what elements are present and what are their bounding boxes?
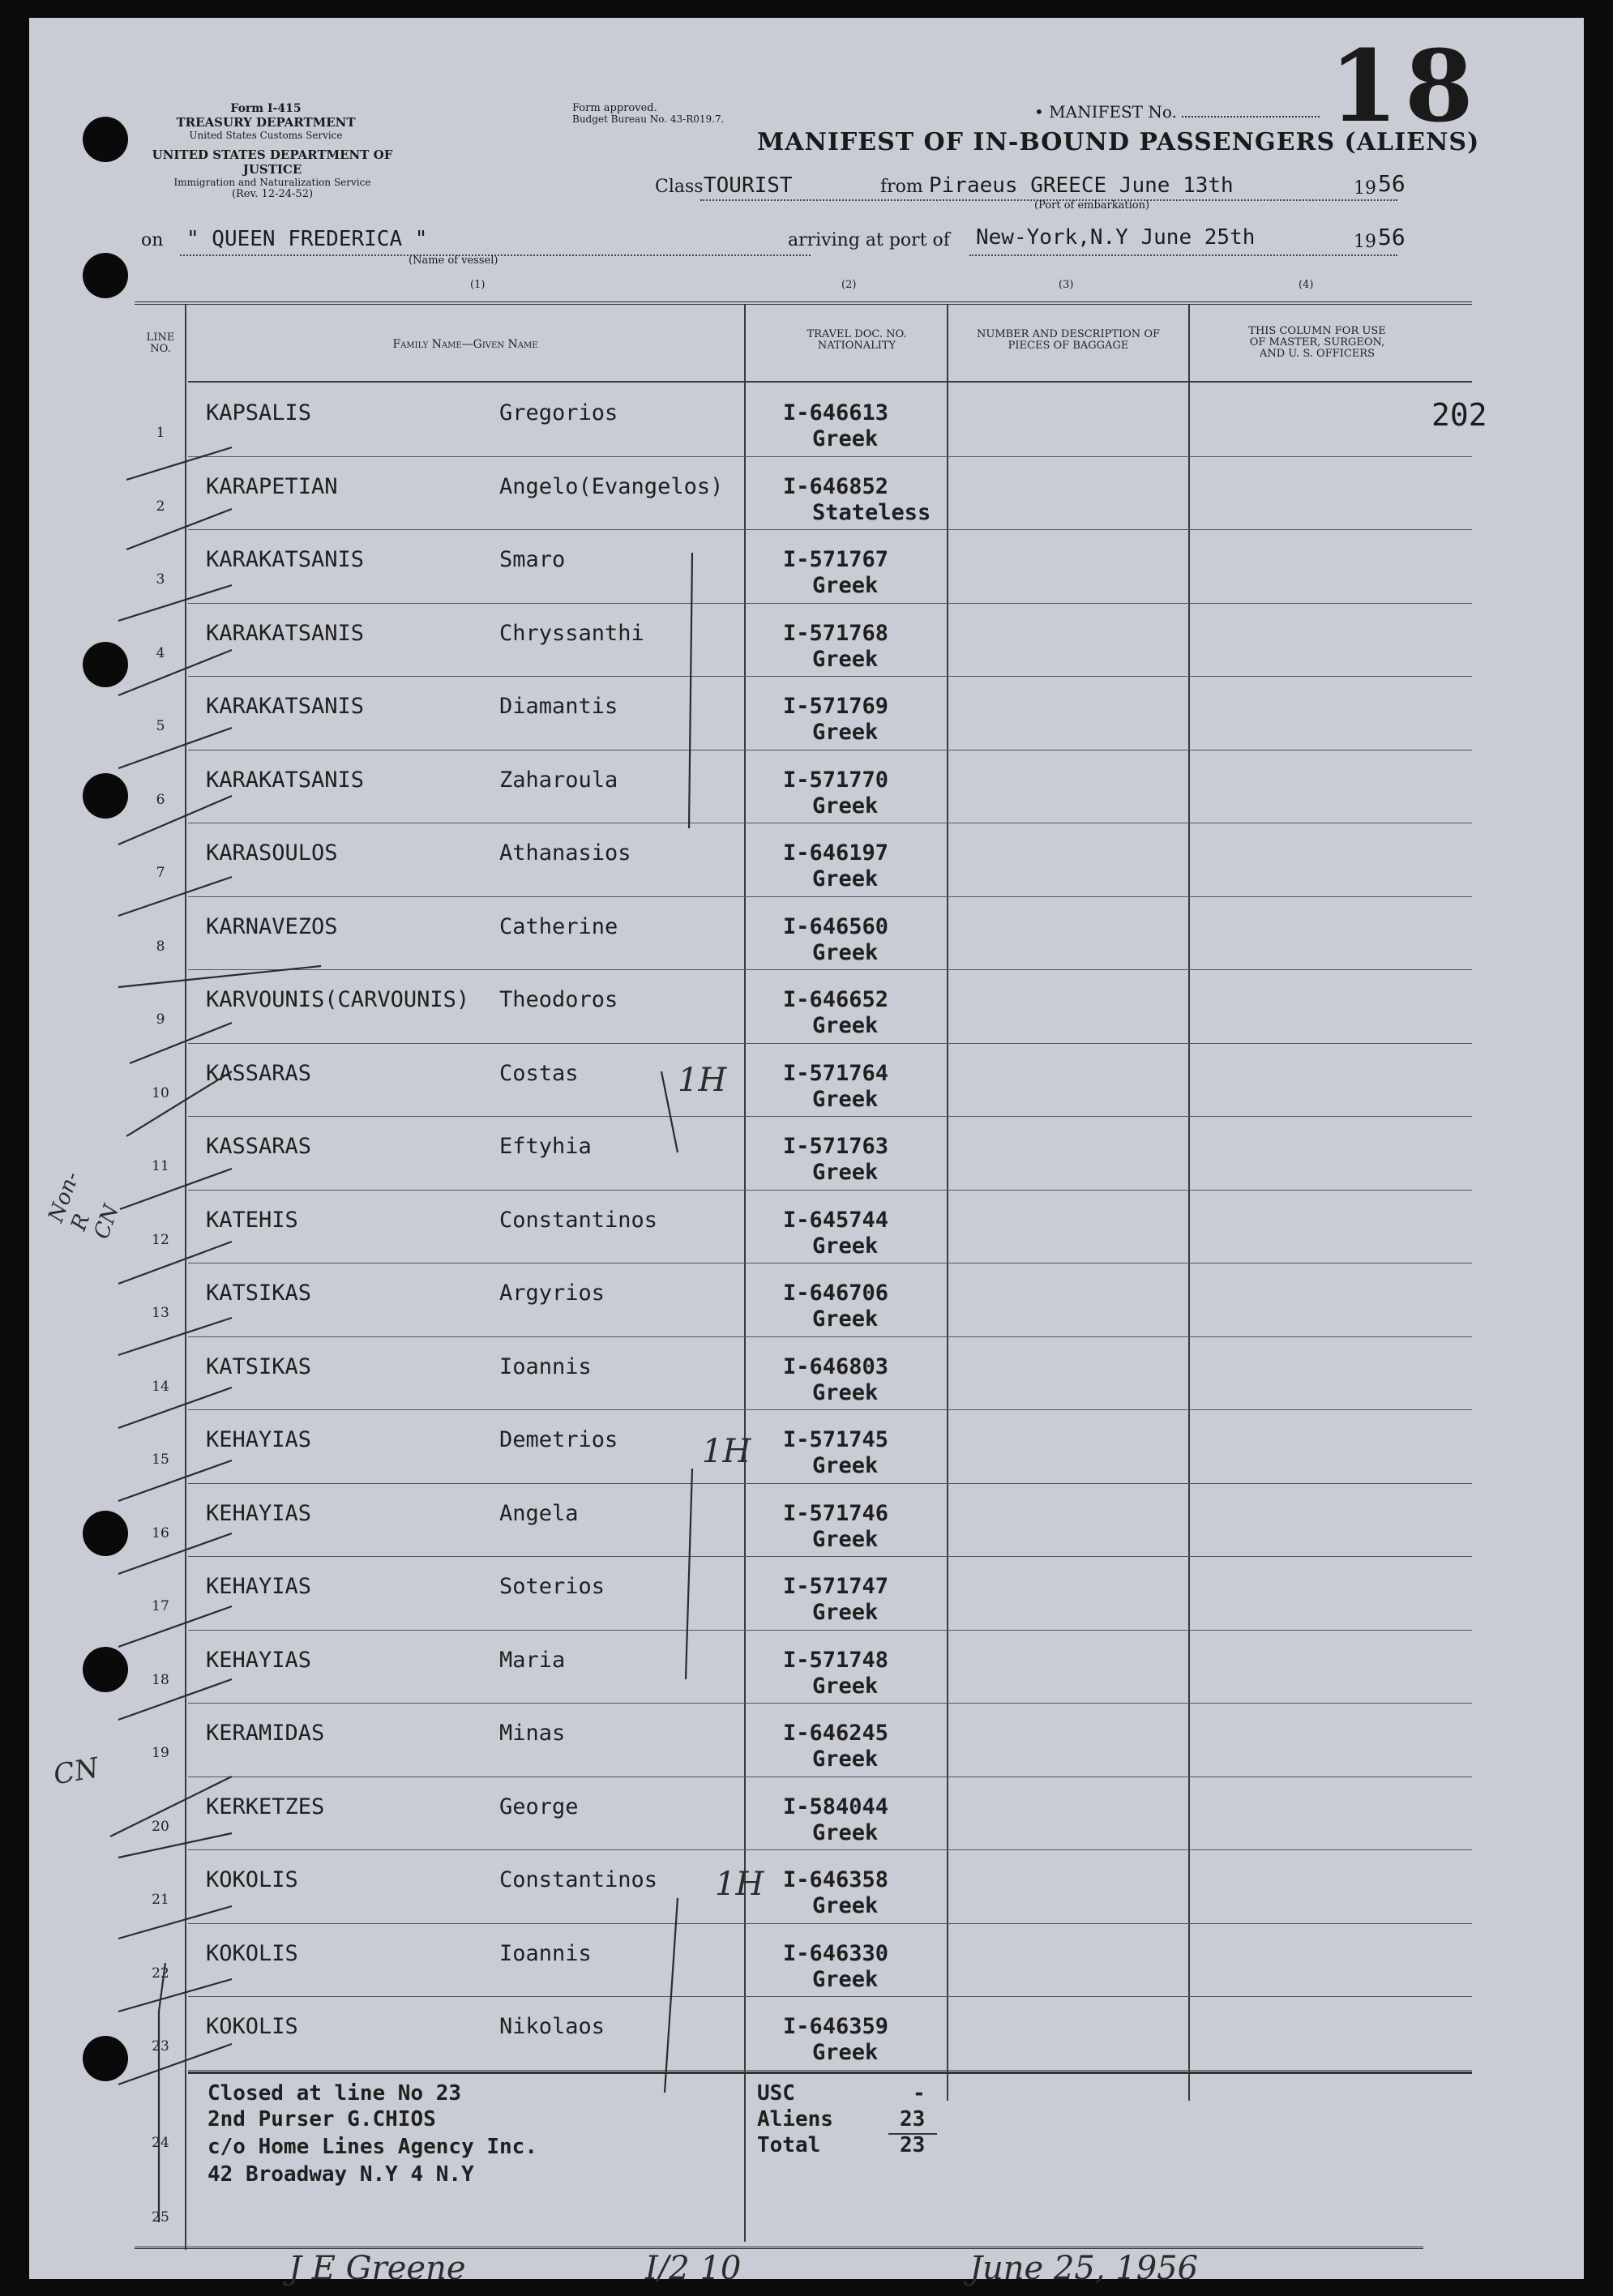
table-row-rule [188,1923,1472,1924]
punch-hole [83,117,128,162]
col-rule-name [744,305,746,2242]
nationality: Greek [812,2040,879,2065]
nationality: Stateless [812,499,931,525]
year1-prefix: 19 [1354,178,1376,199]
total-value: 23 [900,2133,926,2157]
nationality: Greek [812,1013,879,1038]
from-value: Piraeus GREECE June 13th [929,173,1234,198]
nationality: Greek [812,1453,879,1478]
header-baggage: NUMBER AND DESCRIPTION OF PIECES OF BAGGAGE [976,328,1160,352]
nationality: Greek [812,426,879,451]
footer-bottom-rule [135,2247,1423,2249]
passenger-given-name: Maria [499,1647,566,1673]
header-name: Family Name—Given Name [392,338,538,351]
header-travel-doc: TRAVEL DOC. NO. NATIONALITY [806,328,907,352]
travel-doc-number: I-646803 [783,1353,889,1379]
table-row-rule [188,1849,1472,1850]
customs-service: United States Customs Service [189,130,343,141]
manifest-no-label: • MANIFEST No. [1034,102,1320,122]
manifest-sheet [29,18,1584,2287]
passenger-family-name: KARNAVEZOS [206,913,338,939]
nationality: Greek [812,1233,879,1259]
passenger-given-name: Angela [499,1500,579,1526]
nationality: Greek [812,1379,879,1405]
line-number: 20 [152,1818,169,1835]
purser-name: 2nd Purser G.CHIOS [208,2107,436,2131]
line-number: 16 [152,1524,169,1541]
line-number: 11 [152,1158,169,1174]
line-number: 5 [156,718,165,734]
form-header-justice [135,148,410,200]
nationality: Greek [812,939,879,965]
passenger-family-name: KARAKATSANIS [206,547,365,572]
travel-doc-number: I-646852 [783,473,889,499]
line-number: 19 [152,1745,169,1761]
passenger-given-name: Nikolaos [499,2014,605,2039]
passenger-given-name: George [499,1794,579,1819]
signature-mid: I/2 10 [645,2250,742,2287]
justice-dept: UNITED STATES DEPARTMENT OF JUSTICE [152,148,393,177]
line-number: 21 [152,1892,169,1908]
header-line-no: LINE NO. [146,331,175,355]
manifest-no-blank [1182,116,1320,118]
travel-doc-number: I-646706 [783,1281,889,1306]
passenger-family-name: KARAKATSANIS [206,767,365,793]
passenger-family-name: KAPSALIS [206,400,312,425]
table-row-rule [188,1336,1472,1337]
passenger-given-name: Diamantis [499,694,618,719]
line-number: 2 [156,498,165,515]
nationality: Greek [812,573,879,598]
arriving-label: arriving at port of [788,230,950,250]
form-header-left [128,102,404,141]
passenger-given-name: Demetrios [499,1427,618,1452]
line-number: 12 [152,1231,169,1248]
travel-doc-number: I-571748 [783,1647,889,1673]
line-number: 15 [152,1452,169,1468]
table-row-rule [188,2070,1472,2071]
total-label: Total [757,2133,821,2157]
line-number-24: 24 [152,2135,169,2151]
passenger-given-name: Ioannis [499,1353,592,1379]
passenger-given-name: Gregorios [499,400,618,425]
passenger-family-name: KOKOLIS [206,2014,298,2039]
passenger-given-name: Theodoros [499,987,618,1012]
passenger-given-name: Catherine [499,913,618,939]
line-number: 7 [156,865,165,881]
passenger-family-name: KERAMIDAS [206,1721,325,1746]
passenger-given-name: Constantinos [499,1867,658,1892]
col-rule-lineno [185,305,186,2250]
signature: J E Greene [289,2250,466,2287]
year1-value: 56 [1378,170,1405,197]
nationality: Greek [812,866,879,891]
col-rule-baggage [1188,305,1190,2101]
table-row-rule [188,1556,1472,1557]
manifest-title: MANIFEST OF IN-BOUND PASSENGERS (ALIENS) [757,128,1480,156]
nationality: Greek [812,720,879,745]
travel-doc-number: I-571763 [783,1134,889,1159]
header-officers: THIS COLUMN FOR USE OF MASTER, SURGEON, AND U. S. OFFICERS [1248,325,1386,360]
passenger-family-name: KEHAYIAS [206,1500,312,1526]
budget-bureau: Budget Bureau No. 43-R019.7. [572,113,725,125]
line-number: 1 [156,425,165,441]
passenger-given-name: Constantinos [499,1207,658,1233]
port-embark-note: (Port of embarkation) [1034,199,1150,212]
punch-hole [83,2036,128,2081]
side-number: 202 [1431,397,1487,433]
colnum-2: (2) [841,279,857,291]
line-number: 17 [152,1598,169,1614]
line-number: 22 [152,1965,169,1982]
travel-doc-number: I-646613 [783,400,889,425]
margin-note-cn: CN [50,1751,101,1792]
nationality: Greek [812,646,879,672]
travel-doc-number: I-646245 [783,1721,889,1746]
nationality: Greek [812,1160,879,1185]
vessel-note: (Name of vessel) [409,254,498,267]
passenger-given-name: Smaro [499,547,566,572]
table-row-rule [188,529,1472,530]
colnum-1: (1) [470,279,486,291]
table-row-rule [188,676,1472,677]
punch-hole [83,773,128,819]
passenger-family-name: KOKOLIS [206,1867,298,1892]
table-row-rule [188,896,1472,897]
travel-doc-number: I-646359 [783,2014,889,2039]
nationality: Greek [812,1747,879,1772]
travel-doc-number: I-645744 [783,1207,889,1233]
passenger-family-name: KEHAYIAS [206,1574,312,1599]
margin-note-nonr: Non-R CN [44,1168,125,1242]
line-number: 3 [156,571,165,588]
table-row-rule [188,1190,1472,1191]
nationality: Greek [812,1673,879,1699]
passenger-family-name: KARAKATSANIS [206,694,365,719]
line-number: 9 [156,1011,165,1028]
line-number: 10 [152,1084,169,1101]
vessel-name: " QUEEN FREDERICA " [186,227,428,251]
nationality: Greek [812,1306,879,1332]
passenger-family-name: KOKOLIS [206,1940,298,1966]
line-number: 14 [152,1378,169,1395]
table-row-rule [188,1043,1472,1044]
agency-address: 42 Broadway N.Y 4 N.Y [208,2162,474,2187]
on-label: on [141,230,164,250]
passenger-family-name: KATSIKAS [206,1281,312,1306]
passenger-given-name: Argyrios [499,1281,605,1306]
travel-doc-number: I-571770 [783,767,889,793]
nationality: Greek [812,1819,879,1845]
table-row-rule [188,1116,1472,1117]
col-rule-doc [947,305,948,2101]
handwritten-mark-3: 1H [715,1866,764,1903]
passenger-given-name: Ioannis [499,1940,592,1966]
colnum-3: (3) [1059,279,1074,291]
punch-hole [83,1511,128,1556]
travel-doc-number: I-646652 [783,987,889,1012]
form-revision: (Rev. 12-24-52) [231,188,314,200]
passenger-family-name: KARVOUNIS(CARVOUNIS) [206,987,470,1012]
nationality: Greek [812,1600,879,1625]
usc-label: USC [757,2081,795,2106]
travel-doc-number: I-571764 [783,1060,889,1086]
punch-hole [83,642,128,687]
passenger-given-name: Costas [499,1060,579,1086]
nationality: Greek [812,1526,879,1552]
travel-doc-number: I-571747 [783,1574,889,1599]
form-number: Form I-415 [230,102,302,115]
passenger-given-name: Angelo(Evangelos) [499,473,724,499]
passenger-family-name: KASSARAS [206,1134,312,1159]
aliens-value: 23 [900,2107,926,2131]
arriving-value: New-York,N.Y June 25th [976,225,1256,250]
passenger-given-name: Athanasios [499,840,631,866]
manifest-no-text: MANIFEST No. [1049,102,1177,122]
handwritten-mark-1: 1H [678,1062,727,1099]
year2-prefix: 19 [1354,232,1376,252]
nationality: Greek [812,1893,879,1918]
nationality: Greek [812,1966,879,1992]
table-row-rule [188,969,1472,970]
passenger-given-name: Eftyhia [499,1134,592,1159]
travel-doc-number: I-571745 [783,1427,889,1452]
passenger-family-name: KASSARAS [206,1060,312,1086]
travel-doc-number: I-571767 [783,547,889,572]
passenger-given-name: Minas [499,1721,566,1746]
table-row-rule [188,1409,1472,1410]
travel-doc-number: I-571746 [783,1500,889,1526]
class-value: TOURIST [704,173,793,198]
line-number: 13 [152,1305,169,1321]
table-top-rule [135,301,1472,305]
passenger-family-name: KATSIKAS [206,1353,312,1379]
line-number: 4 [156,644,165,661]
nationality: Greek [812,793,879,819]
travel-doc-number: I-646560 [783,913,889,939]
punch-hole [83,253,128,298]
nationality: Greek [812,1086,879,1112]
passenger-given-name: Zaharoula [499,767,618,793]
line-number: 8 [156,938,165,955]
punch-hole [83,1647,128,1692]
travel-doc-number: I-646197 [783,840,889,866]
passenger-family-name: KEHAYIAS [206,1427,312,1452]
table-row-rule [188,603,1472,604]
colnum-4: (4) [1299,279,1314,291]
passenger-family-name: KARASOULOS [206,840,338,866]
arriving-underline [969,254,1397,256]
handwritten-mark-2: 1H [702,1433,751,1470]
passenger-family-name: KERKETZES [206,1794,325,1819]
line-number-25: 25 [152,2209,169,2225]
aliens-label: Aliens [757,2107,833,2131]
table-row-rule [188,1996,1472,1997]
passenger-given-name: Soterios [499,1574,605,1599]
travel-doc-number: I-584044 [783,1794,889,1819]
travel-doc-number: I-571769 [783,694,889,719]
signature-date: June 25, 1956 [969,2250,1199,2287]
from-label: from [880,177,923,197]
closed-at-line: Closed at line No 23 [208,2081,462,2106]
header-bottom-rule [188,381,1472,383]
table-row-rule [188,456,1472,457]
form-approved: Form approved. [572,102,657,114]
year2-value: 56 [1378,224,1405,250]
passenger-family-name: KARAPETIAN [206,473,338,499]
line-number: 23 [152,2038,169,2054]
agency-name: c/o Home Lines Agency Inc. [208,2135,537,2159]
travel-doc-number: I-646358 [783,1867,889,1892]
footer-top-rule [188,2072,1472,2074]
travel-doc-number: I-571768 [783,620,889,646]
passenger-given-name: Chryssanthi [499,620,644,646]
passenger-family-name: KARAKATSANIS [206,620,365,646]
passenger-family-name: KATEHIS [206,1207,298,1233]
table-row-rule [188,1703,1472,1704]
ins-service: Immigration and Naturalization Service [173,177,371,188]
line-number: 6 [156,791,165,808]
line-number: 18 [152,1671,169,1688]
treasury-dept: TREASURY DEPARTMENT [176,115,356,130]
travel-doc-number: I-646330 [783,1940,889,1966]
table-row-rule [188,1483,1472,1484]
passenger-family-name: KEHAYIAS [206,1647,312,1673]
table-row-rule [188,1630,1472,1631]
usc-value: - [913,2081,926,2106]
page-number: 18 [1329,28,1480,144]
class-label: Class [655,177,704,197]
